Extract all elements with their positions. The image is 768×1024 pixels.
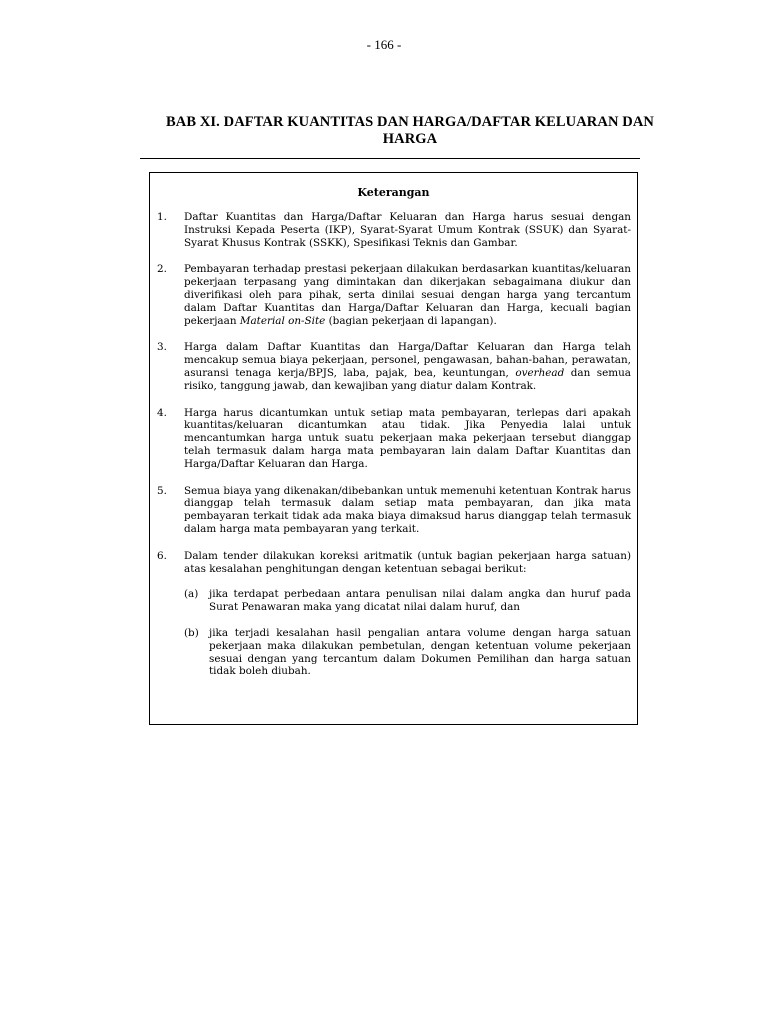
item-body — [184, 550, 631, 691]
item-body — [184, 485, 631, 536]
item-number: 2. — [157, 263, 167, 276]
item-text-part: (bagian pekerjaan di lapangan). — [325, 314, 497, 327]
notes-list — [157, 211, 632, 705]
sub-list-item — [184, 588, 631, 614]
sub-list-item — [184, 627, 631, 678]
item-body — [184, 211, 631, 249]
sub-item-text: jika terdapat perbedaan antara penulisan nilai dalam angka dan huruf pada Surat Penawaran maka yang dicatat nilai dalam huruf, dan — [209, 588, 631, 614]
title-divider — [140, 158, 640, 159]
item-number: 1. — [157, 211, 167, 223]
item-number: 5. — [157, 484, 167, 497]
item-body — [184, 407, 631, 471]
item-text: Harga harus dicantumkan untuk setiap mata pembayaran, terlepas dari apakah kuantitas/keluaran dicantumkan atau tidak. Jika Penyedia lalai untuk mencantumkan harga untuk suatu pekerjaan maka pekerjaan tersebut dianggap telah termasuk dalam harga mata pembayaran lain dalam Daftar Kuantitas dan Harga/Daftar Keluaran dan Harga. — [184, 406, 631, 470]
sub-item-label: (a) — [184, 588, 199, 601]
item-number: 6. — [157, 549, 167, 562]
list-item — [157, 211, 632, 249]
sub-item-text: jika terjadi kesalahan hasil pengalian antara volume dengan harga satuan pekerjaan maka dilakukan pembetulan, dengan ketentuan volume pekerjaan sesuai dengan yang tercantum dalam Dokumen Pemilihan dan harga satuan tidak boleh diubah. — [209, 626, 631, 678]
sub-item-label: (b) — [184, 626, 199, 639]
item-number: 4. — [157, 406, 167, 419]
item-text-emphasis: overhead — [515, 366, 565, 379]
item-text — [184, 263, 631, 327]
item-text: Daftar Kuantitas dan Harga/Daftar Keluaran dan Harga harus sesuai dengan Instruksi Kepada Peserta (IKP), Syarat-Syarat Umum Kontrak (SSUK) dan Syarat-Syarat Khusus Kontrak (SSKK), Spesifikasi Teknis dan Gambar. — [184, 211, 631, 249]
sub-list — [184, 588, 631, 678]
item-body — [184, 341, 631, 392]
item-text-part: Pembayaran terhadap prestasi pekerjaan dilakukan berdasarkan kuantitas/keluaran pekerjaan terpasang yang dimintakan dan dikerjakan sebagaimana diukur dan diverifikasi oleh para pihak, serta dinilai sesuai dengan harga yang tercantum dalam Daftar Kuantitas dan Harga/Daftar Keluaran dan Harga, kecuali bagian pekerjaan — [184, 263, 631, 327]
notes-heading: Keterangan — [357, 186, 430, 199]
item-text — [184, 341, 631, 392]
item-text-part: Harga dalam Daftar Kuantitas dan Harga/Daftar Keluaran dan Harga telah mencakup semua biaya pekerjaan, personel, pengawasan, bahan-bahan, perawatan, asuransi tenaga kerja/BPJS, laba, pajak, bea, keuntungan, — [184, 341, 631, 379]
list-item — [157, 341, 632, 392]
item-text-part: dan semua risiko, tanggung jawab, dan kewajiban yang diatur dalam Kontrak. — [184, 366, 631, 392]
item-body — [184, 263, 631, 327]
list-item — [157, 263, 632, 327]
list-item — [157, 407, 632, 471]
item-text-emphasis: Material on-Site — [239, 314, 326, 327]
list-item — [157, 485, 632, 536]
item-text: Semua biaya yang dikenakan/dibebankan untuk memenuhi ketentuan Kontrak harus dianggap telah termasuk dalam setiap mata pembayaran, dan jika mata pembayaran terkait tidak ada maka biaya dimaksud harus dianggap telah termasuk dalam harga mata pembayaran yang terkait. — [184, 484, 631, 535]
page-number: - 166 - — [366, 37, 402, 52]
item-text: Dalam tender dilakukan koreksi aritmatik (untuk bagian pekerjaan harga satuan) atas kesalahan penghitungan dengan ketentuan sebagai berikut: — [184, 549, 631, 575]
item-number: 3. — [157, 341, 167, 354]
list-item — [157, 550, 632, 691]
chapter-title: BAB XI. DAFTAR KUANTITAS DAN HARGA/DAFTAR KELUARAN DAN HARGA — [166, 114, 654, 147]
